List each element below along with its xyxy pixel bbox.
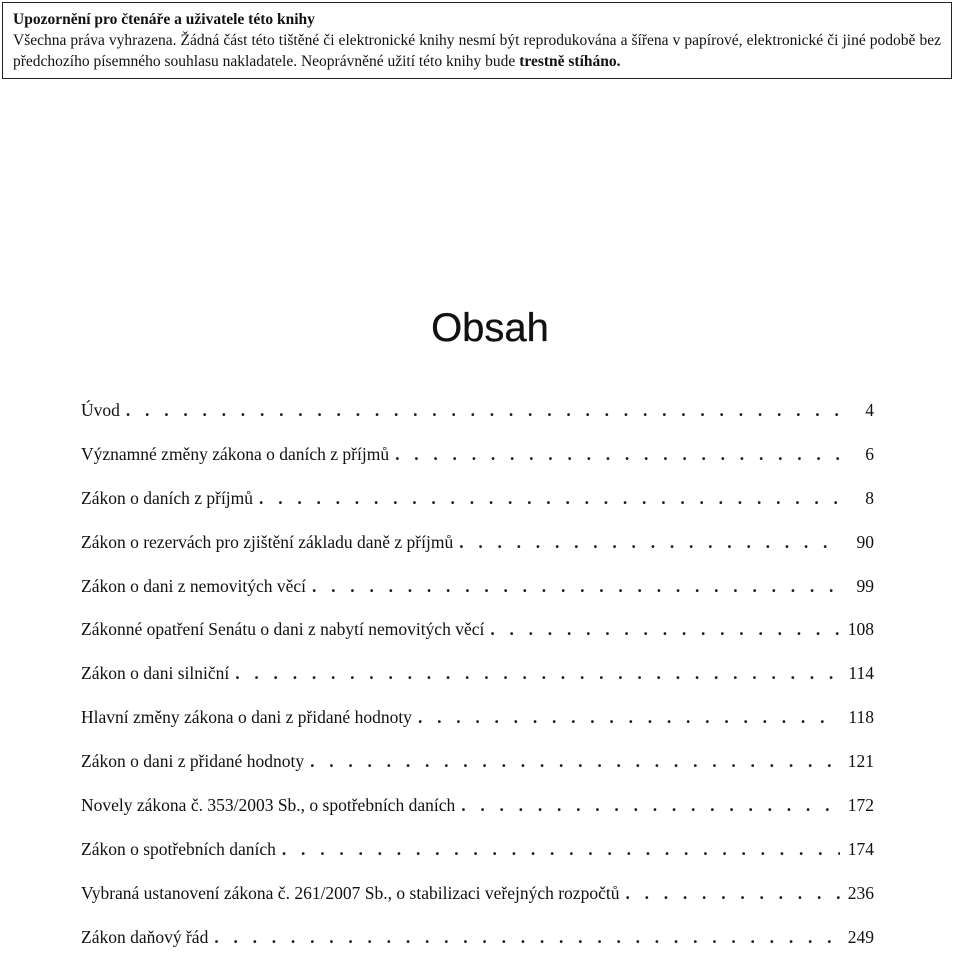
page-title: Obsah [431, 306, 549, 350]
toc-page-number: 108 [847, 619, 874, 640]
toc-entry-label: Vybraná ustanovení zákona č. 261/2007 Sb., o stabilizaci veřejných rozpočtů [81, 882, 620, 903]
toc-entry[interactable] [81, 923, 874, 967]
table-of-contents [81, 396, 874, 967]
toc-page-number: 114 [848, 663, 874, 684]
toc-dot-leader [453, 528, 840, 556]
toc-dot-leader [484, 615, 840, 643]
toc-entry-label: Zákon o spotřebních daních [81, 838, 276, 859]
toc-entry[interactable] [81, 791, 874, 835]
toc-entry-label: Zákon o dani z přidané hodnoty [81, 751, 305, 772]
toc-entry[interactable] [81, 572, 874, 616]
toc-page-number: 249 [847, 926, 874, 947]
toc-entry[interactable] [81, 484, 874, 528]
toc-entry-label: Zákon o daních z příjmů [81, 487, 254, 508]
toc-page-number: 172 [847, 795, 874, 816]
toc-entry-label: Úvod [81, 400, 120, 420]
toc-entry-label: Zákon o dani silniční [81, 663, 230, 684]
toc-page-number: 8 [865, 487, 874, 508]
toc-entry[interactable] [81, 396, 874, 440]
toc-entry-label: Zákonné opatření Senátu o dani z nabytí nemovitých věcí [81, 619, 485, 640]
toc-entry[interactable] [81, 747, 874, 791]
toc-entry[interactable] [81, 615, 874, 659]
toc-page-number: 90 [856, 531, 874, 552]
notice-text-emphasis: trestně stíháno. [519, 53, 621, 70]
toc-dot-leader [306, 572, 840, 600]
toc-dot-leader [389, 440, 840, 468]
toc-entry-label: Zákon o rezervách pro zjištění základu daně z příjmů [81, 531, 454, 552]
toc-dot-leader [619, 879, 840, 907]
toc-entry-label: Zákon o dani z nemovitých věcí [81, 575, 306, 596]
toc-page-number: 121 [847, 751, 874, 772]
notice-heading: Upozornění pro čtenáře a uživatele této knihy [13, 11, 315, 28]
toc-page-number: 99 [856, 575, 874, 596]
toc-dot-leader [412, 703, 840, 731]
toc-page-number: 6 [865, 443, 874, 464]
toc-entry[interactable] [81, 835, 874, 879]
toc-entry-label: Významné změny zákona o daních z příjmů [81, 443, 390, 464]
toc-entry-label: Novely zákona č. 353/2003 Sb., o spotřebních daních [81, 795, 456, 816]
toc-entry[interactable] [81, 528, 874, 572]
toc-page-number: 174 [847, 838, 874, 859]
toc-dot-leader [120, 396, 840, 424]
toc-page-number: 4 [865, 400, 874, 420]
toc-entry[interactable] [81, 703, 874, 747]
toc-dot-leader [276, 835, 840, 863]
notice-text-body: Všechna práva vyhrazena. Žádná část této tištěné či elektronické knihy nesmí být reprodukována a šířena v papírové, elektronické či jiné podobě bez předchozího písemného souhlasu nakladatele. Neoprávněné užití této knihy bude [13, 32, 941, 70]
toc-page-number: 236 [847, 882, 874, 903]
toc-entry-label: Hlavní změny zákona o dani z přidané hodnoty [81, 707, 412, 728]
toc-entry[interactable] [81, 659, 874, 703]
toc-entry[interactable] [81, 440, 874, 484]
copyright-notice-box [2, 2, 952, 79]
toc-dot-leader [455, 791, 840, 819]
toc-dot-leader [229, 659, 840, 687]
toc-page-number: 118 [848, 707, 874, 728]
toc-entry[interactable] [81, 879, 874, 923]
toc-dot-leader [304, 747, 840, 775]
toc-dot-leader [253, 484, 840, 512]
toc-entry-label: Zákon daňový řád [81, 926, 209, 947]
toc-dot-leader [208, 923, 840, 951]
notice-text [13, 30, 941, 72]
